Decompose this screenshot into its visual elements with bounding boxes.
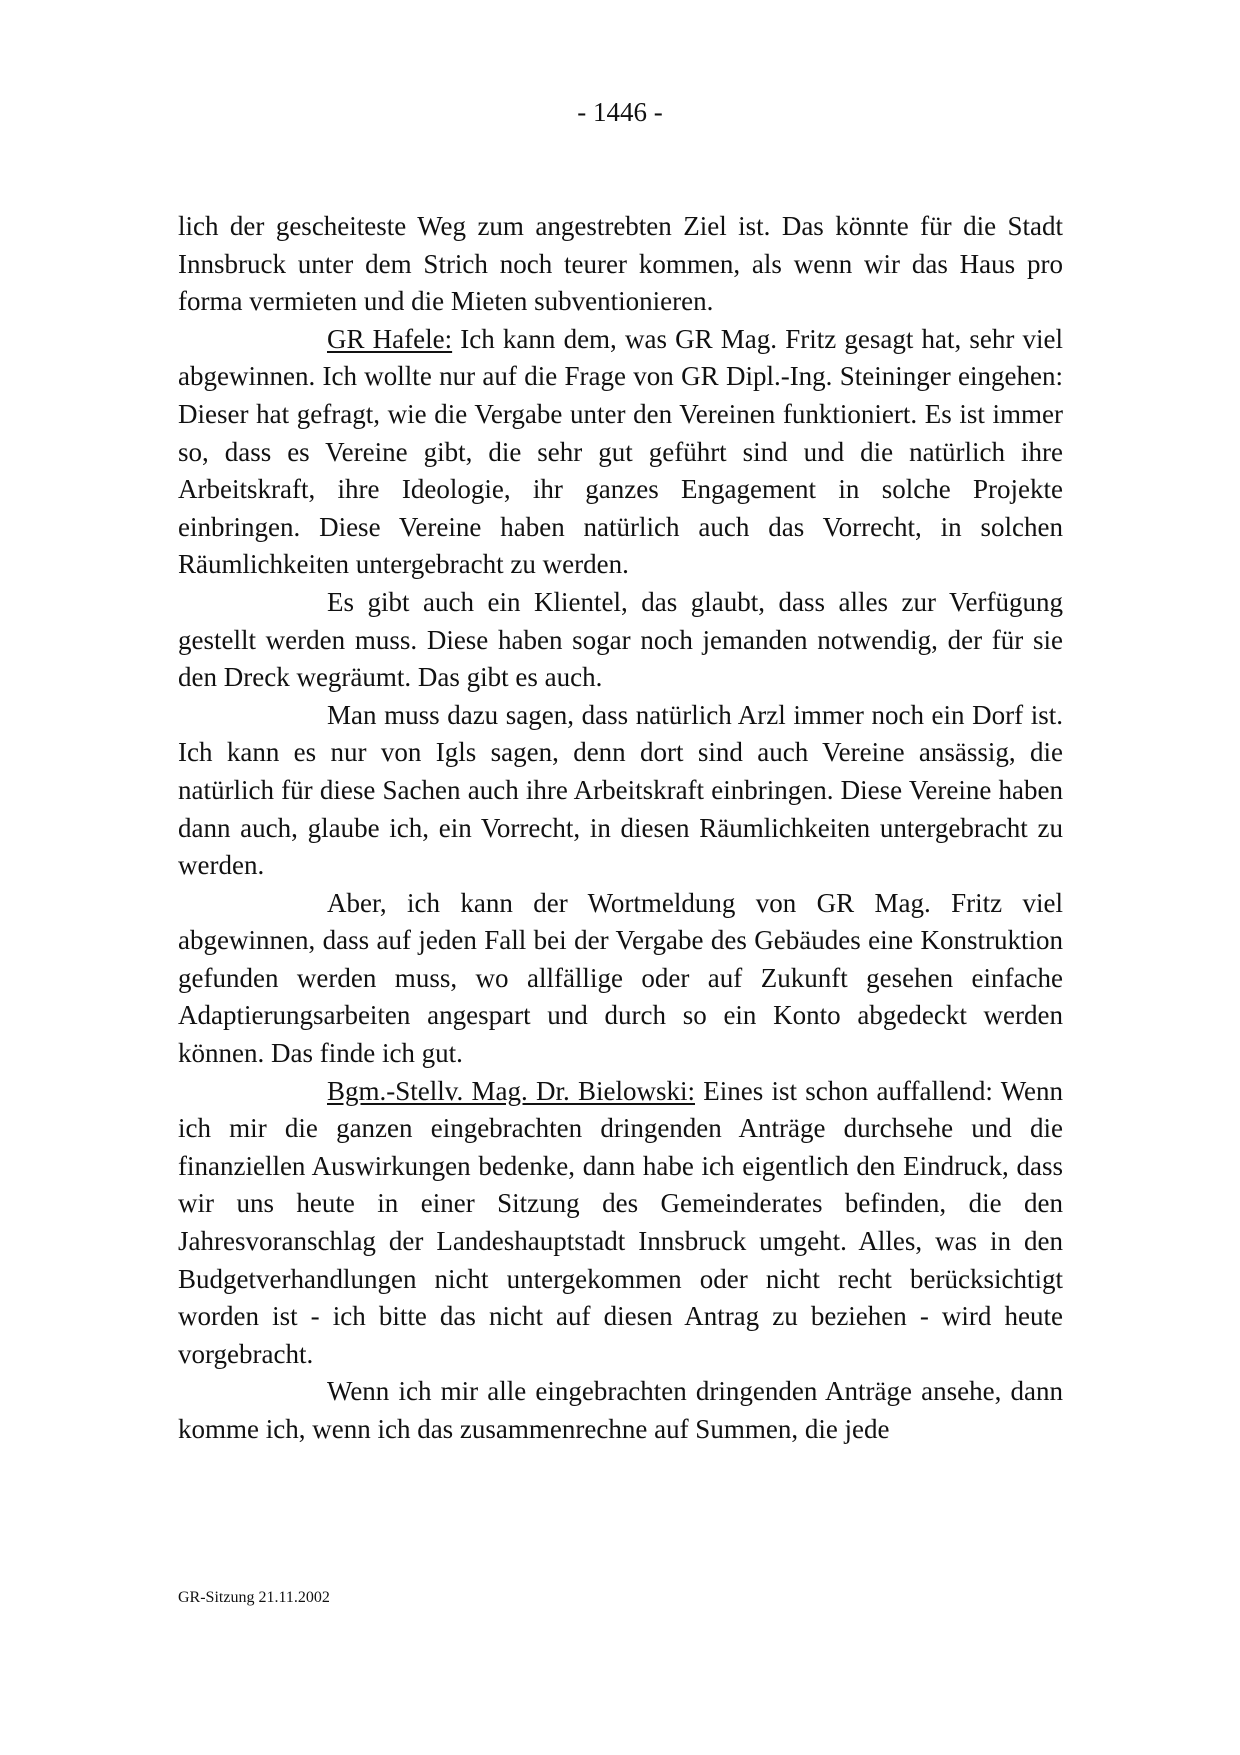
paragraph-klientel xyxy=(178,584,1063,697)
document-body xyxy=(178,208,1063,1449)
speaker-name-bielowski: Bgm.-Stellv. Mag. Dr. Bielowski: xyxy=(327,1075,695,1106)
paragraph-antraege xyxy=(178,1373,1063,1448)
paragraph-text: Wenn ich mir alle eingebrachten dringenden Anträge ansehe, dann komme ich, wenn ich das zusammenrechne auf Summen, die jede xyxy=(178,1376,1063,1444)
paragraph-text: Es gibt auch ein Klientel, das glaubt, dass alles zur Verfügung gestellt werden muss. Diese haben sogar noch jemanden notwendig, der für sie den Dreck wegräumt. Das gibt es auch. xyxy=(178,586,1063,693)
paragraph-arzl xyxy=(178,697,1063,885)
paragraph-hafele xyxy=(178,321,1063,584)
page-footer: GR-Sitzung 21.11.2002 xyxy=(178,1589,330,1606)
paragraph-text: Man muss dazu sagen, dass natürlich Arzl immer noch ein Dorf ist. Ich kann es nur von Igls sagen, denn dort sind auch Vereine ansässig, die natürlich für diese Sachen auch ihre Arbeitskraft einbringen. Diese Vereine haben dann auch, glaube ich, ein Vorrecht, in diesen Räumlichkeiten untergebracht zu werden. xyxy=(178,699,1063,881)
speaker-name-hafele: GR Hafele: xyxy=(327,323,453,354)
page-number: - 1446 - xyxy=(577,97,663,127)
paragraph-text: Aber, ich kann der Wortmeldung von GR Mag. Fritz viel abgewinnen, dass auf jeden Fall bei der Vergabe des Gebäudes eine Konstruktion gefunden werden muss, wo allfällige oder auf Zukunft gesehen einfache Adaptierungsarbeiten angespart und durch so ein Konto abgedeckt werden können. Das finde ich gut. xyxy=(178,887,1063,1069)
paragraph-text: lich der gescheiteste Weg zum angestrebten Ziel ist. Das könnte für die Stadt Innsbruck unter dem Strich noch teurer kommen, als wenn wir das Haus pro forma vermieten und die Mieten subventionieren. xyxy=(178,211,1063,317)
paragraph-wortmeldung xyxy=(178,885,1063,1073)
paragraph-continuation xyxy=(178,208,1063,321)
paragraph-text: Eines ist schon auffallend: Wenn ich mir die ganzen eingebrachten dringenden Anträge durchsehe und die finanziellen Auswirkungen bedenke, dann habe ich eigentlich den Eindruck, dass wir uns heute in einer Sitzung des Gemeinderates befinden, die den Jahresvoranschlag der Landeshauptstadt Innsbruck umgeht. Alles, was in den Budgetverhandlungen nicht untergekommen oder nicht recht berücksichtigt worden ist - ich bitte das nicht auf diesen Antrag zu beziehen - wird heute vorgebracht. xyxy=(178,1075,1063,1369)
paragraph-bielowski xyxy=(178,1073,1063,1374)
paragraph-text: Ich kann dem, was GR Mag. Fritz gesagt hat, sehr viel abgewinnen. Ich wollte nur auf die Frage von GR Dipl.-Ing. Steininger eingehen: Dieser hat gefragt, wie die Vergabe unter den Vereinen funktioniert. Es ist immer so, dass es Vereine gibt, die sehr gut geführt sind und die natürlich ihre Arbeitskraft, ihre Ideologie, ihr ganzes Engagement in solche Projekte einbringen. Diese Vereine haben natürlich auch das Vorrecht, in solchen Räumlichkeiten untergebracht zu werden. xyxy=(178,323,1064,580)
